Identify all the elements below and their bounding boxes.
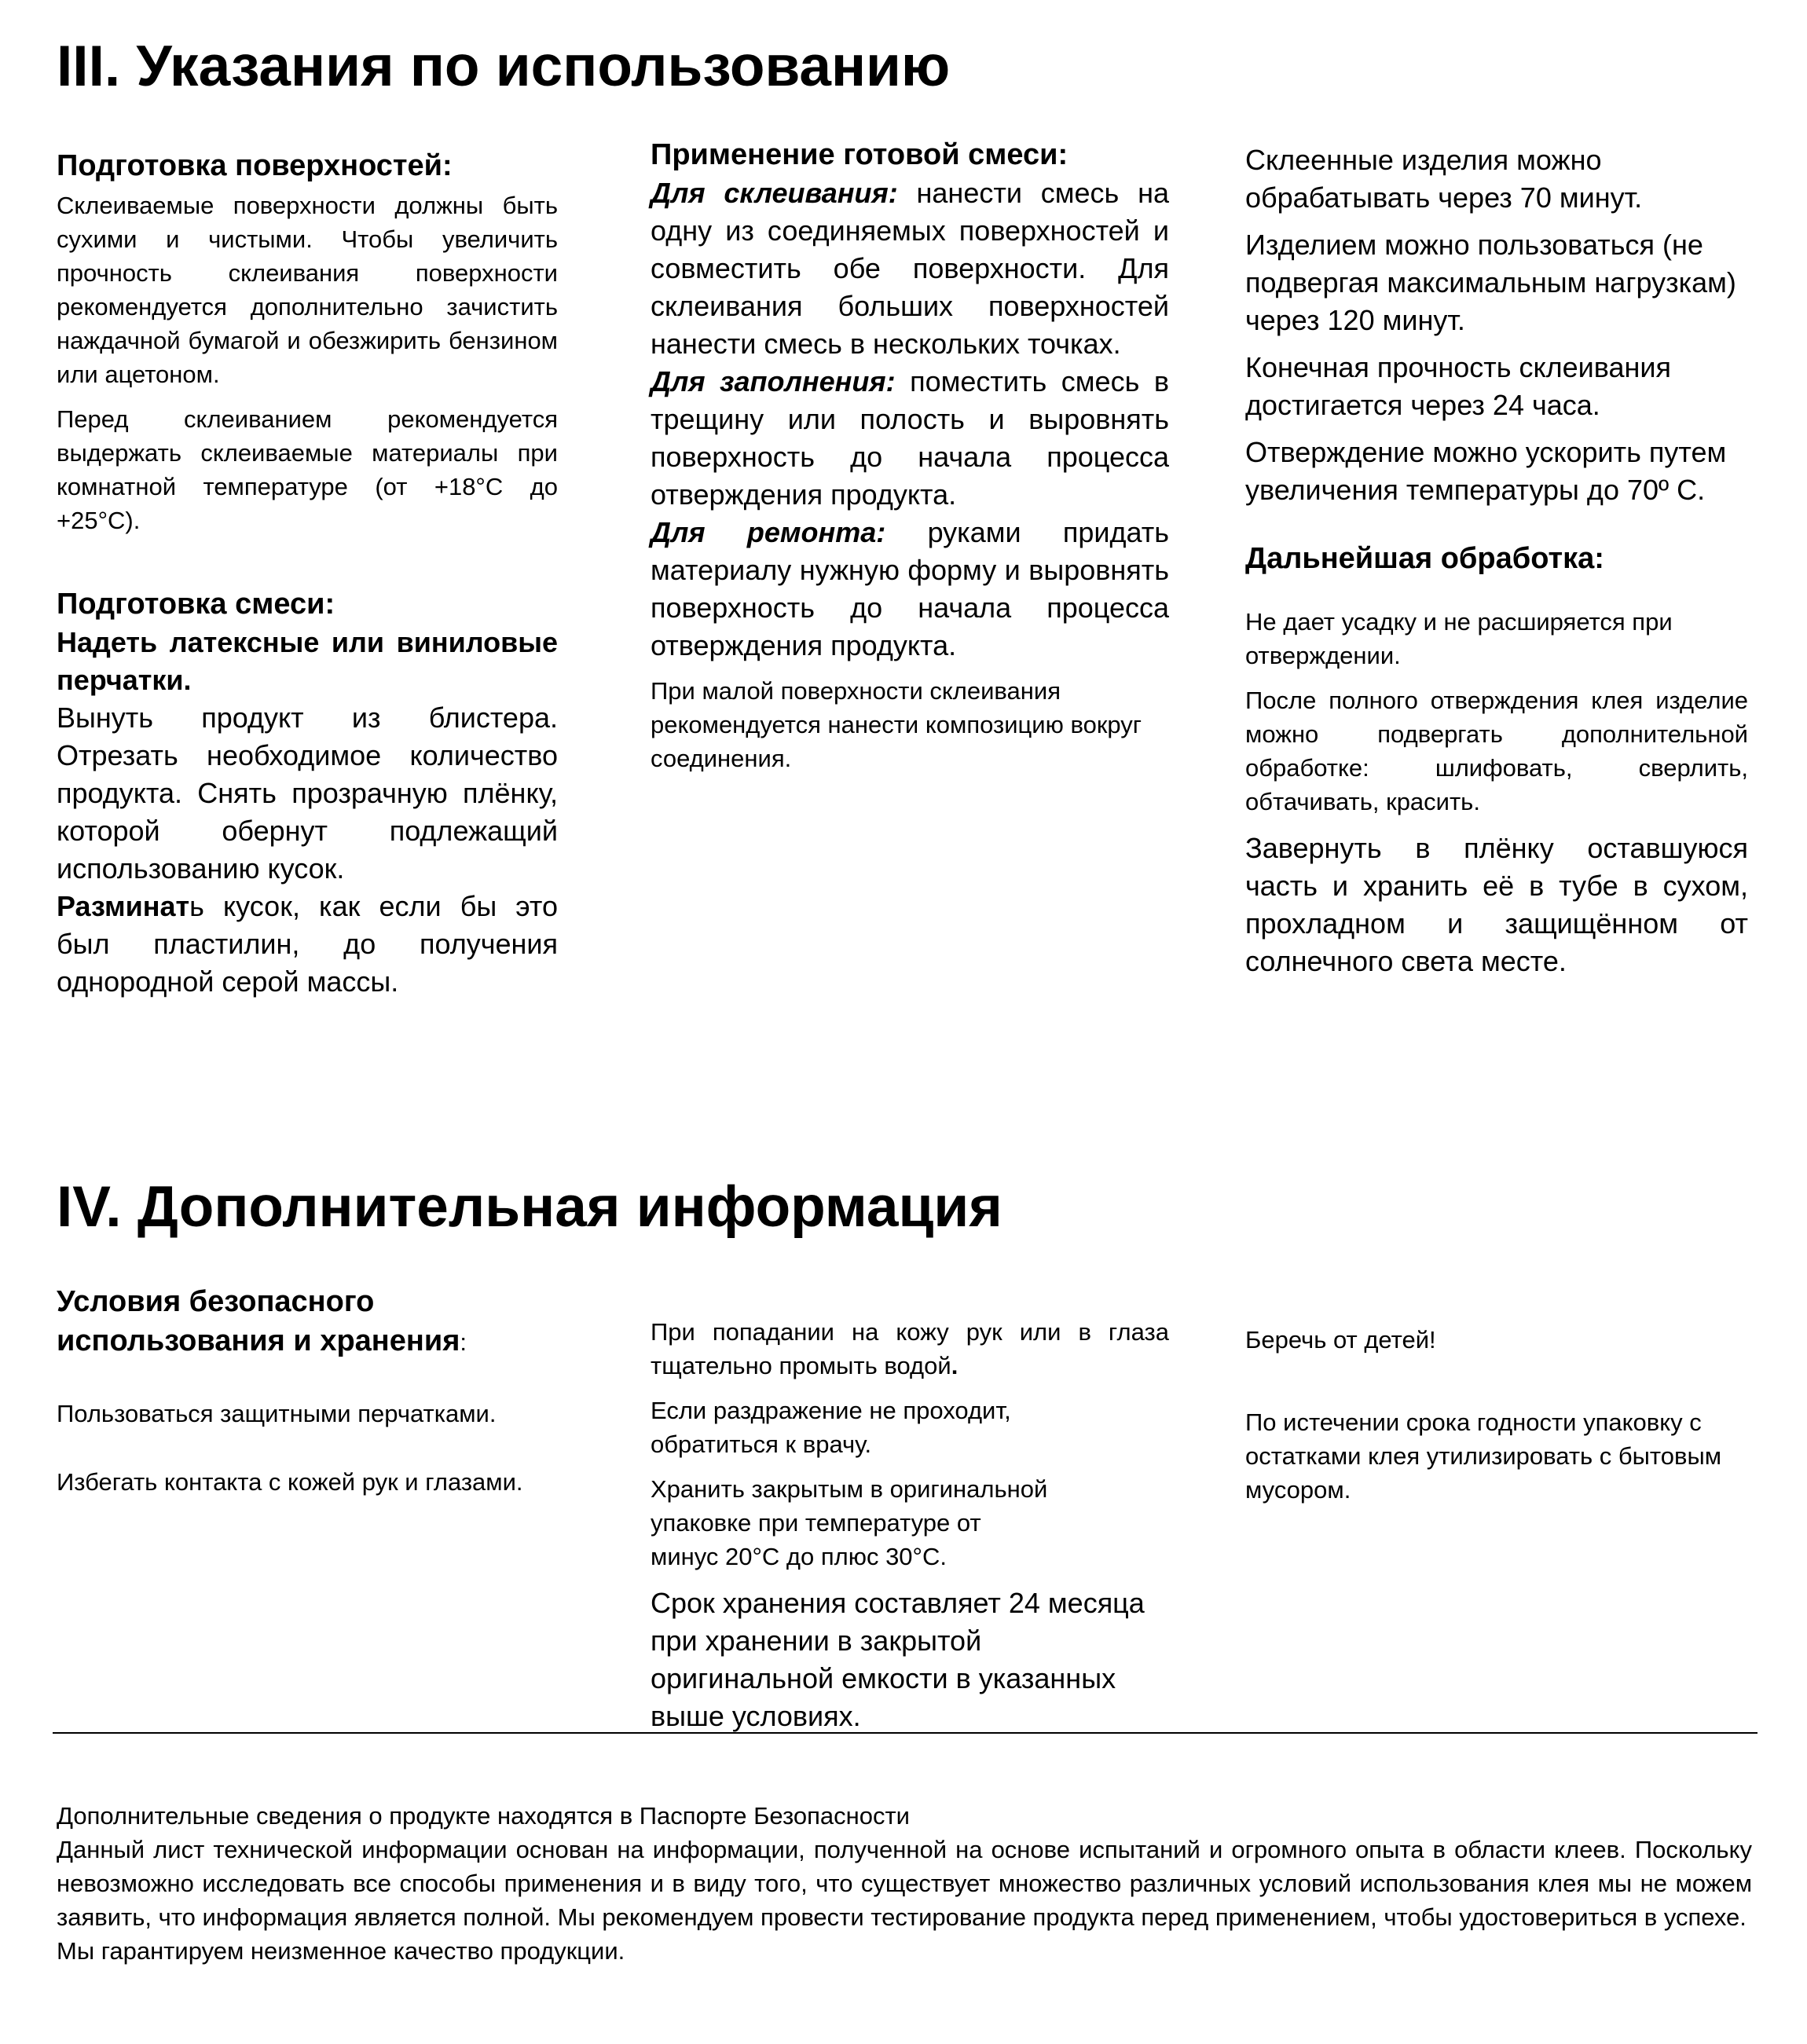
footer-line: Дополнительные сведения о продукте находятся в Паспорте Безопасности: [57, 1802, 910, 1830]
text: Хранить закрытым в оригинальной упаковке при температуре от: [651, 1475, 1048, 1537]
paragraph: Перед склеиванием рекомендуется выдержать склеиваемые материалы при комнатной температуре (от +18°C до +25°C).: [57, 405, 558, 534]
section-4-title: IV. Дополнительная информация: [57, 1175, 1002, 1239]
section-3-column-2: [651, 135, 1169, 786]
heading-further-processing: Дальнейшая обработка:: [1245, 542, 1604, 575]
text-end: .: [951, 1352, 958, 1379]
paragraph: Беречь от детей!: [1245, 1326, 1436, 1354]
paragraph: [651, 1472, 1122, 1573]
paragraph: Вынуть продукт из блистера. Отрезать необходимое количество продукта. Снять прозрачную плёнку, которой обернут подлежащий использованию кусок.: [57, 701, 558, 885]
paragraph: Не дает усадку и не расширяется при отверждении.: [1245, 608, 1673, 669]
paragraph: Склеенные изделия можно обрабатывать через 70 минут.: [1245, 144, 1643, 214]
text: руками придать материалу нужную форму и выровнять поверхность до начала процесса отверждения продукта.: [651, 516, 1169, 661]
knead-bold: Разминат: [57, 890, 190, 922]
heading-mix-preparation: Подготовка смеси:: [57, 588, 335, 621]
paragraph-gluing: [651, 174, 1169, 363]
paragraph: Изделием можно пользоваться (не подвергая максимальным нагрузкам) через 120 минут.: [1245, 229, 1736, 336]
paragraph: Отверждение можно ускорить путем увеличения температуры до 70º С.: [1245, 436, 1727, 506]
paragraph: Пользоваться защитными перчатками.: [57, 1400, 497, 1427]
section-3-title: III. Указания по использованию: [57, 35, 951, 98]
footer: [57, 1799, 1752, 1968]
paragraph: Склеиваемые поверхности должны быть сухими и чистыми. Чтобы увеличить прочность склеивания поверхности рекомендуется дополнительно зачистить наждачной бумагой и обезжирить бензином или ацетоном.: [57, 192, 558, 388]
paragraph: Завернуть в плёнку оставшуюся часть и хранить её в тубе в сухом, прохладном и защищённом от солнечного света месте.: [1245, 832, 1748, 977]
paragraph: Срок хранения составляет 24 месяца при хранении в закрытой оригинальной емкости в указанных выше условиях.: [651, 1587, 1145, 1732]
section-4-column-3: [1245, 1323, 1748, 1518]
label: Для заполнения:: [651, 365, 896, 397]
paragraph: [651, 1315, 1169, 1383]
heading-surface-preparation: Подготовка поверхностей:: [57, 149, 453, 182]
paragraph-knead: [57, 888, 558, 1001]
paragraph: При малой поверхности склеивания рекомендуется нанести композицию вокруг соединения.: [651, 677, 1142, 772]
section-4-column-2: [651, 1315, 1169, 1745]
paragraph: После полного отверждения клея изделие можно подвергать дополнительной обработке: шлифовать, сверлить, обтачивать, красить.: [1245, 687, 1748, 815]
knead-text: ь кусок, как если бы это был пластилин, до получения однородной серой массы.: [57, 890, 558, 998]
paragraph: Если раздражение не проходит, обратиться к врачу.: [651, 1397, 1011, 1458]
paragraph: Конечная прочность склеивания достигается через 24 часа.: [1245, 351, 1672, 421]
heading-application: Применение готовой смеси:: [651, 138, 1068, 171]
paragraph: По истечении срока годности упаковку с остатками клея утилизировать с бытовым мусором.: [1245, 1408, 1722, 1504]
heading-colon: :: [460, 1328, 467, 1356]
text: При попадании на кожу рук или в глаза тщательно промыть водой: [651, 1318, 1169, 1379]
text: поместить смесь в трещину или полость и выровнять поверхность до начала процесса отверждения продукта.: [651, 365, 1169, 511]
text: нанести смесь на одну из соединяемых поверхностей и совместить обе поверхности. Для склеивания больших поверхностей нанести смесь в нескольких точках.: [651, 177, 1169, 360]
divider: [53, 1732, 1758, 1734]
text: минус 20°С до плюс 30°С.: [651, 1543, 947, 1570]
paragraph-filling: [651, 363, 1169, 514]
heading-safe-use: [57, 1282, 558, 1362]
paragraph-gloves: Надеть латексные или виниловые перчатки.: [57, 626, 558, 696]
paragraph: Избегать контакта с кожей рук и глазами.: [57, 1468, 523, 1496]
label: Для ремонта:: [651, 516, 886, 548]
footer-disclaimer: Данный лист технической информации основан на информации, полученной на основе испытаний и огромного опыта в области клеев. Поскольку невозможно исследовать все способы применения и в виду того, что существует множество различных условий использования клея мы не можем заявить, что информация является полной. Мы рекомендуем провести тестирование продукта перед применением, чтобы удостовериться в успехе.: [57, 1836, 1752, 1931]
section-4-column-1: [57, 1282, 558, 1510]
section-3-column-1: [57, 146, 558, 1001]
label: Для склеивания:: [651, 177, 898, 209]
paragraph-repair: [651, 514, 1169, 665]
section-3-column-3: [1245, 141, 1748, 990]
heading-text: Условия безопасного использования и хранения: [57, 1285, 460, 1357]
footer-line: Мы гарантируем неизменное качество продукции.: [57, 1937, 625, 1965]
